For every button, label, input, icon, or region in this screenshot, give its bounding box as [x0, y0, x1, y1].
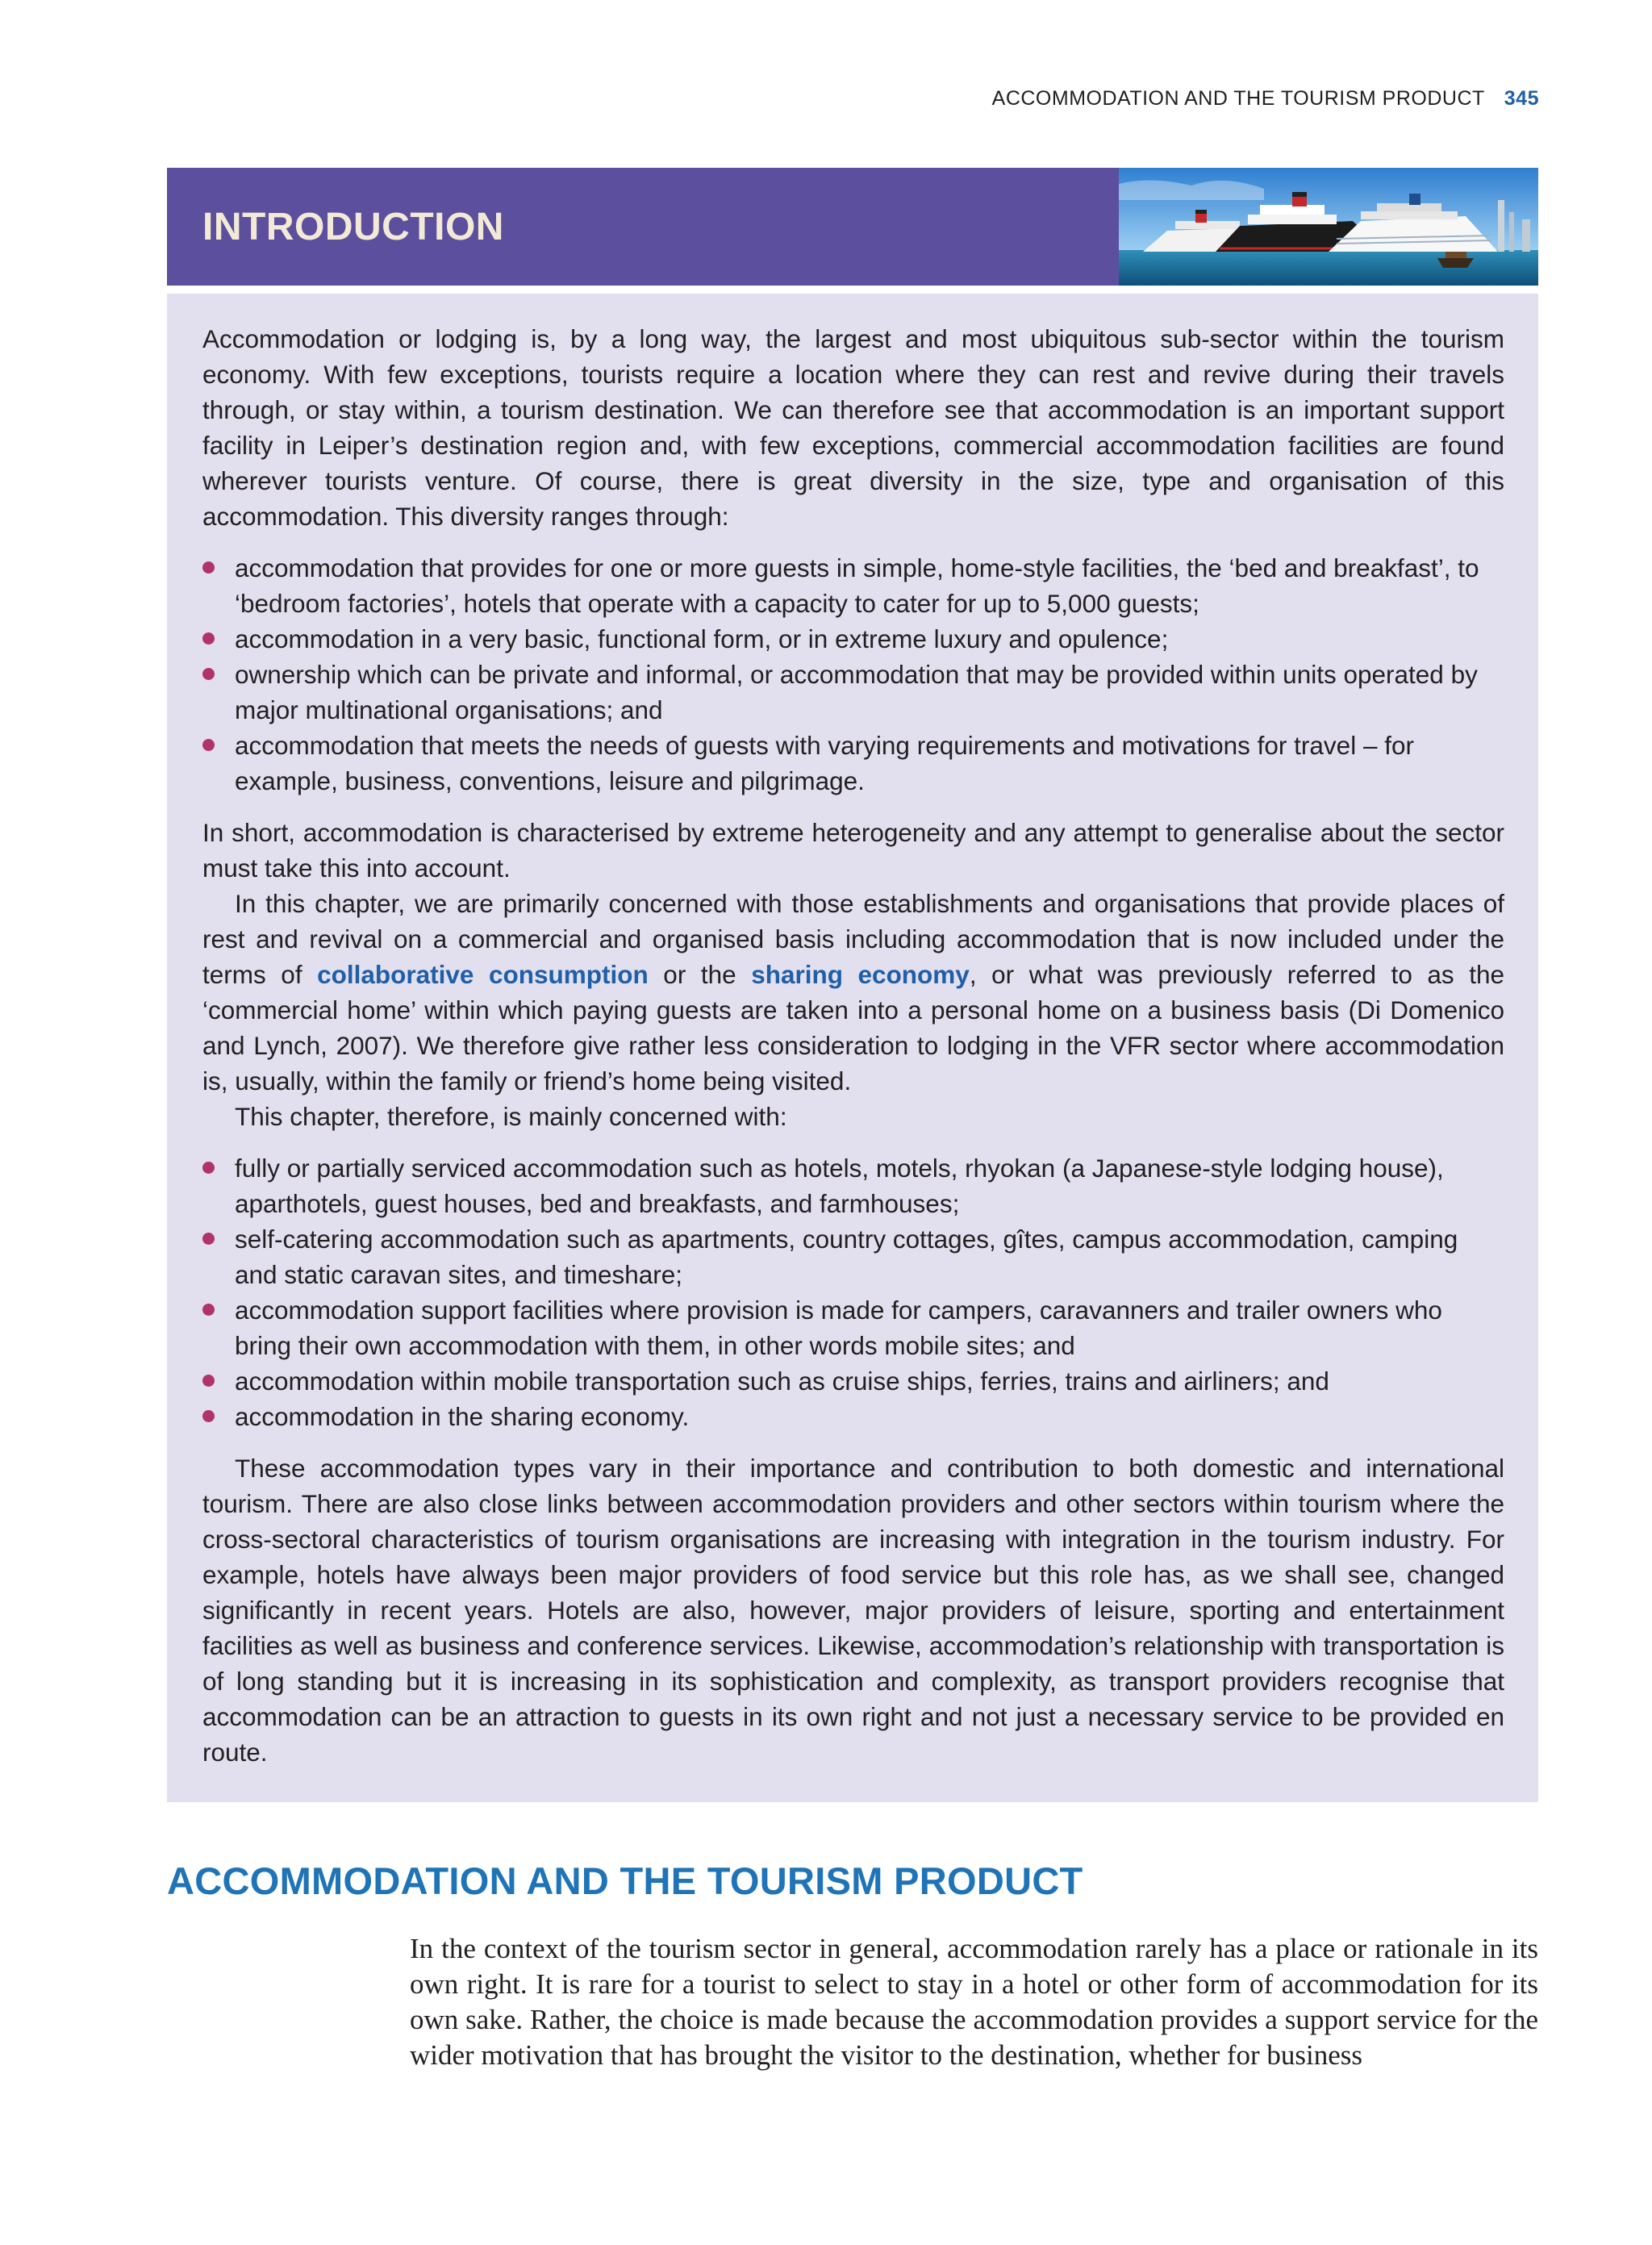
running-header — [992, 87, 1539, 111]
section-body — [410, 1931, 1538, 2073]
page-number: 345 — [1504, 87, 1539, 110]
introduction-banner — [167, 168, 1538, 286]
section-heading: ACCOMMODATION AND THE TOURISM PRODUCT — [167, 1859, 1083, 1902]
bullet-icon — [202, 561, 215, 574]
bullet-icon — [202, 1162, 215, 1174]
bullet-icon — [202, 739, 215, 751]
list-item: ownership which can be private and informal, or accommodation that may be provided within units operated by major multinational organisations; and — [202, 657, 1504, 728]
bullet-icon — [202, 1304, 215, 1316]
running-title: ACCOMMODATION AND THE TOURISM PRODUCT — [991, 87, 1485, 110]
concerns-list — [202, 1150, 1504, 1434]
intro-paragraph-5: These accommodation types vary in their importance and contribution to both domestic and international tourism. There are also close links between accommodation providers and other sectors within tourism where the cross-sectoral characteristics of tourism organisations are increasing with integration in the tourism industry. For example, hotels have always been major providers of food service but this role has, as we shall see, changed significantly in recent years. Hotels are also, however, major providers of leisure, sporting and entertainment facilities as well as business and conference services. Likewise, accommodation’s relationship with transportation is of long standing but it is increasing in its sophistication and complexity, as transport providers recognise that accommodation can be an attraction to guests in its own right and not just a necessary service to be provided en route. — [202, 1454, 1504, 1767]
intro-paragraph-3: In this chapter, we are primarily concerned with those establishments and organisations that provide places of rest and revival on a commercial and organised basis including accommodation that is now included under the terms of collaborative consumption or the sharing economy, or what was previously referred to as the ‘commercial home’ within which paying guests are taken into a personal home on a business basis (Di Domenico and Lynch, 2007). We therefore give rather less consideration to lodging in the VFR sector where accommodation is, usually, within the family or friend’s home being visited. — [202, 889, 1504, 1095]
keyword-collaborative-consumption: collaborative consumption — [317, 960, 649, 989]
bullet-icon — [202, 1410, 215, 1422]
bullet-icon — [202, 1375, 215, 1387]
keyword-sharing-economy: sharing economy — [751, 960, 970, 989]
introduction-box — [167, 294, 1538, 1802]
list-item: accommodation that provides for one or more guests in simple, home-style facilities, the ‘bed and breakfast’, to ‘bedroom factories’, hotels that operate with a capacity to cater for up to 5,000 guests; — [202, 550, 1504, 621]
intro-paragraph-2: In short, accommodation is characterised by extreme heterogeneity and any attempt to generalise about the sector must take this into account. — [202, 818, 1504, 883]
list-item: fully or partially serviced accommodation such as hotels, motels, rhyokan (a Japanese-style lodging house), aparthotels, guest houses, bed and breakfasts, and farmhouses; — [202, 1150, 1504, 1221]
intro-paragraph-4: This chapter, therefore, is mainly concerned with: — [235, 1102, 787, 1131]
list-item: accommodation in the sharing economy. — [202, 1399, 1504, 1434]
section-paragraph-1: In the context of the tourism sector in general, accommodation rarely has a place or rationale in its own right. It is rare for a tourist to select to stay in a hotel or other form of accommodation for its own sake. Rather, the choice is made because the accommodation provides a support service for the wider motivation that has brought the visitor to the destination, whether for business — [410, 1933, 1538, 2071]
intro-paragraph-1: Accommodation or lodging is, by a long way, the largest and most ubiquitous sub-sector within the tourism economy. With few exceptions, tourists require a location where they can rest and revive during their travels through, or stay within, a tourism destination. We can therefore see that accommodation is an important support facility in Leiper’s destination region and, with few exceptions, commercial accommodation facilities are found wherever tourists venture. Of course, there is great diversity in the size, type and organisation of this accommodation. This diversity ranges through: — [202, 324, 1504, 531]
list-item: self-catering accommodation such as apartments, country cottages, gîtes, campus accommodation, camping and static caravan sites, and timeshare; — [202, 1221, 1504, 1292]
list-item: accommodation within mobile transportation such as cruise ships, ferries, trains and airliners; and — [202, 1363, 1504, 1399]
list-item: accommodation in a very basic, functional form, or in extreme luxury and opulence; — [202, 621, 1504, 657]
list-item: accommodation that meets the needs of guests with varying requirements and motivations for travel – for example, business, conventions, leisure and pilgrimage. — [202, 728, 1504, 799]
bullet-icon — [202, 668, 215, 680]
list-item: accommodation support facilities where provision is made for campers, caravanners and trailer owners who bring their own accommodation with them, in other words mobile sites; and — [202, 1292, 1504, 1363]
diversity-list — [202, 550, 1504, 799]
introduction-title: INTRODUCTION — [202, 206, 504, 248]
bullet-icon — [202, 1233, 215, 1245]
introduction-content — [202, 321, 1504, 1770]
cruise-ships-photo — [1119, 168, 1538, 286]
bullet-icon — [202, 632, 215, 645]
